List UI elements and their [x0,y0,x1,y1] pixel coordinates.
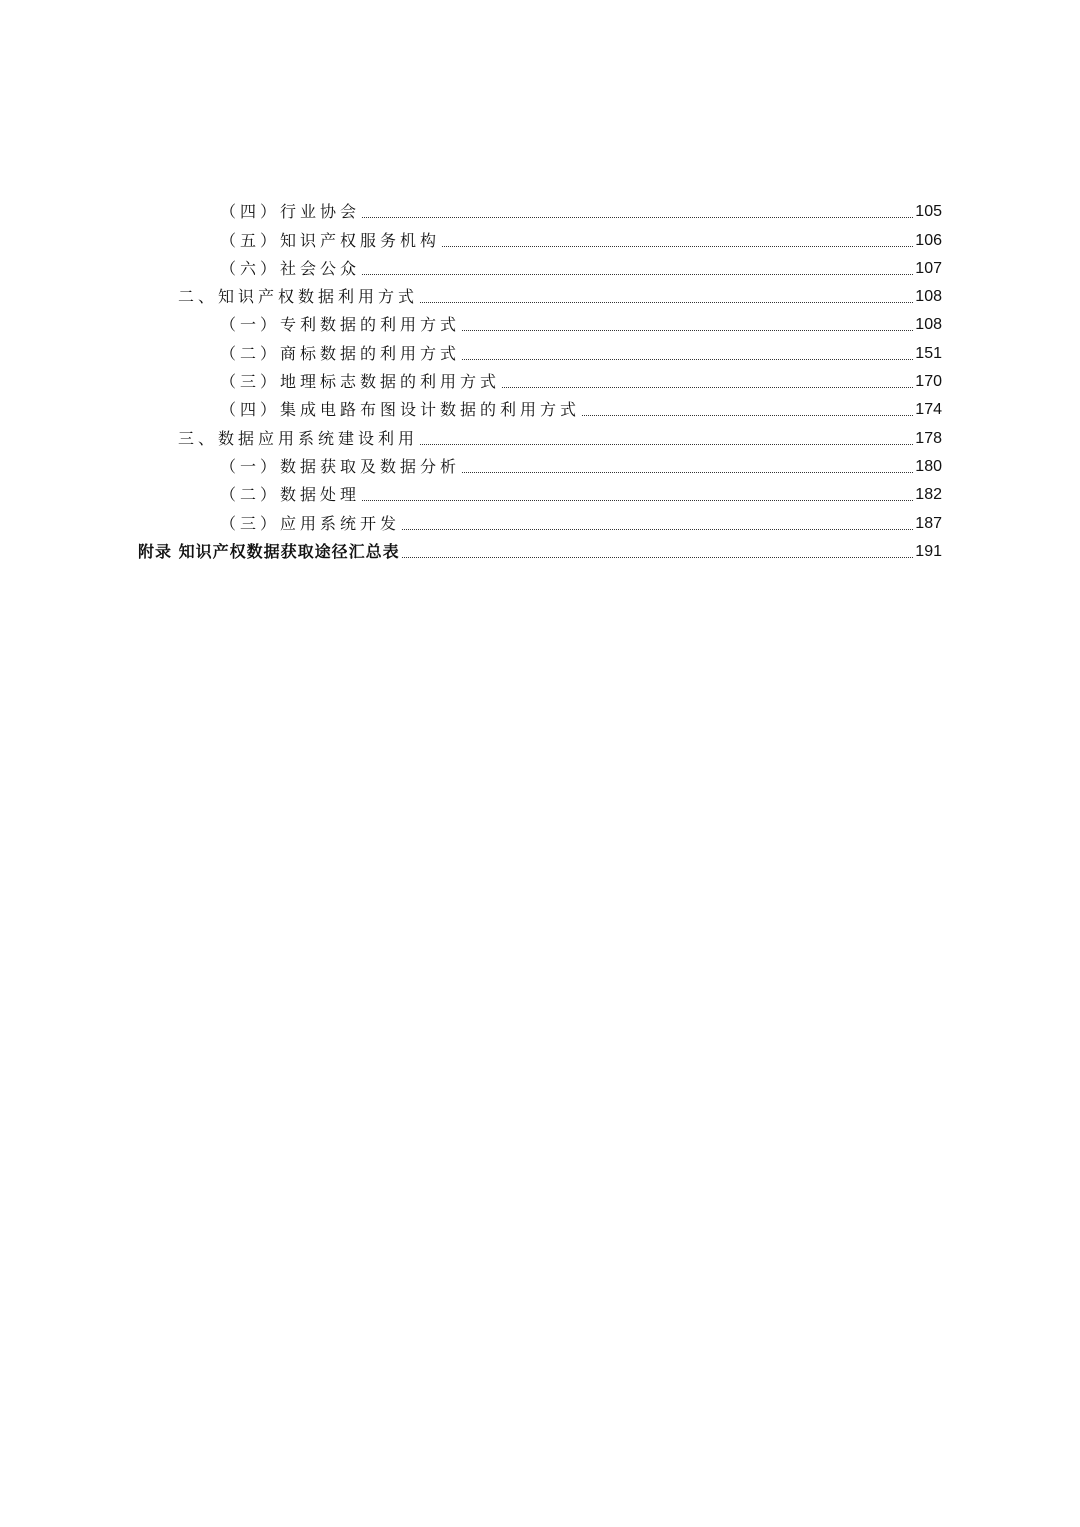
toc-entry-title: （三）应用系统开发 [220,513,401,533]
toc-entry[interactable] [0,366,1080,394]
toc-dot-leader [362,274,913,275]
toc-page-number: 105 [915,203,942,221]
toc-entry[interactable] [0,507,1080,535]
toc-page-number: 107 [915,259,942,277]
toc-entry-title: （六）社会公众 [220,258,361,278]
toc-entry-title: （五）知识产权服务机构 [220,230,441,250]
toc-page-number: 178 [915,429,942,447]
toc-entry-title: 三、数据应用系统建设利用 [178,428,419,448]
toc-page-number: 174 [915,401,942,419]
toc-entry-title: （四）行业协会 [220,202,361,222]
toc-dot-leader [402,557,914,558]
toc-page-number: 108 [915,316,942,334]
toc-page-number: 191 [915,542,942,560]
toc-entry[interactable] [0,309,1080,337]
toc-entry[interactable] [0,224,1080,252]
toc-page-number: 182 [915,486,942,504]
toc-page-number: 180 [915,457,942,475]
toc-entry-title: （一）数据获取及数据分析 [220,456,461,476]
table-of-contents [0,196,1080,564]
toc-entry[interactable] [0,196,1080,224]
toc-entry[interactable] [0,253,1080,281]
toc-page-number: 151 [915,344,942,362]
toc-dot-leader [420,444,913,445]
toc-page-number: 170 [915,373,942,391]
toc-entry[interactable] [0,337,1080,365]
toc-dot-leader [362,500,913,501]
toc-entry-title: （一）专利数据的利用方式 [220,315,461,335]
toc-entry-title: （三）地理标志数据的利用方式 [220,372,501,392]
toc-dot-leader [462,472,913,473]
toc-entry[interactable] [0,394,1080,422]
toc-entry-title: 附录 知识产权数据获取途径汇总表 [138,541,400,561]
toc-entry-title: 二、知识产权数据利用方式 [178,287,419,307]
toc-dot-leader [502,387,913,388]
toc-dot-leader [462,330,913,331]
toc-page-number: 108 [915,288,942,306]
toc-section-entry[interactable] [0,422,1080,450]
toc-page-number: 187 [915,514,942,532]
toc-dot-leader [582,415,913,416]
toc-dot-leader [442,246,913,247]
toc-entry[interactable] [0,479,1080,507]
toc-dot-leader [362,217,913,218]
toc-dot-leader [420,302,913,303]
toc-entry-title: （四）集成电路布图设计数据的利用方式 [220,400,581,420]
toc-page-number: 106 [915,231,942,249]
toc-entry-title: （二）数据处理 [220,485,361,505]
toc-appendix-entry[interactable] [0,536,1080,564]
toc-dot-leader [462,359,913,360]
toc-section-entry[interactable] [0,281,1080,309]
toc-dot-leader [402,529,913,530]
toc-entry-title: （二）商标数据的利用方式 [220,343,461,363]
toc-entry[interactable] [0,451,1080,479]
